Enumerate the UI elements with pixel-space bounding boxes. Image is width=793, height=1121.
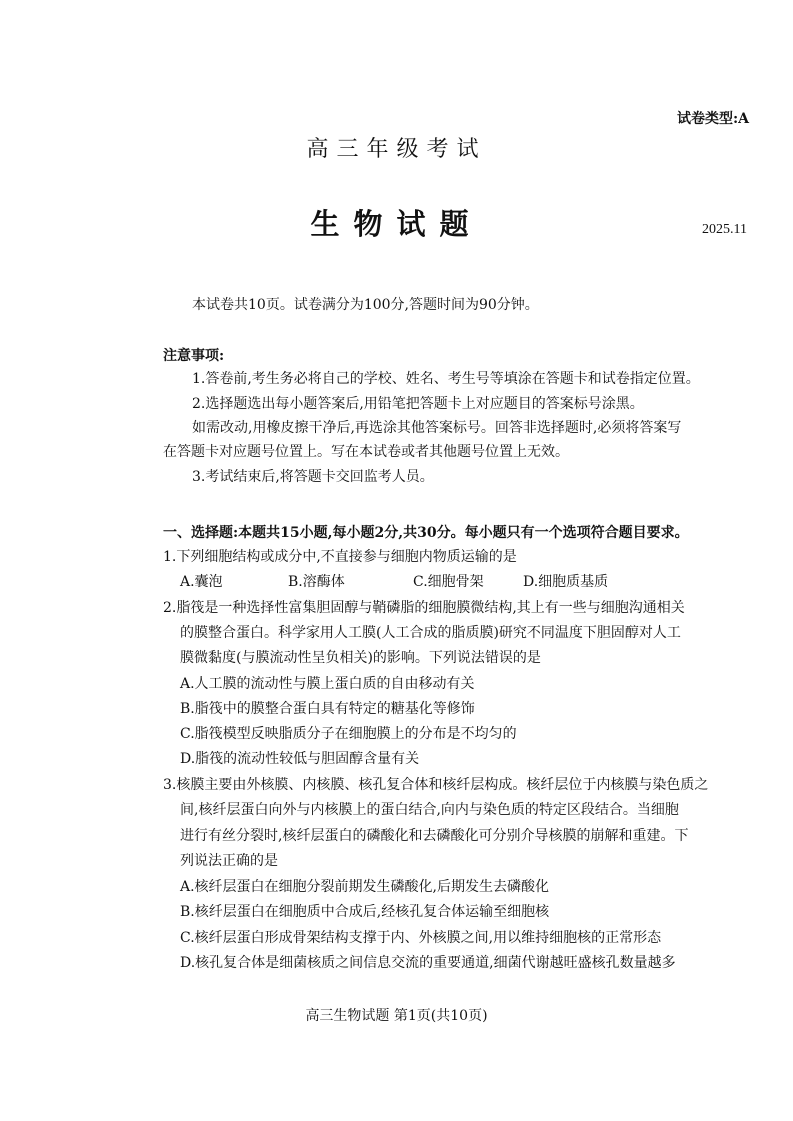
subject-title: 生物试题	[310, 207, 483, 241]
question-3-option-c: C.核纤层蛋白形成骨架结构支撑于内、外核膜之间,用以维持细胞核的正常形态	[180, 930, 662, 946]
question-3-stem: 列说法正确的是	[180, 853, 278, 869]
question-3-stem: 间,核纤层蛋白向外与内核膜上的蛋白结合,向内与染色质的特定区段结合。当细胞	[180, 802, 679, 818]
note-line: 在答题卡对应题号位置上。写在本试卷或者其他题号位置上无效。	[163, 444, 569, 460]
page-footer: 高三生物试题 第1页(共10页)	[305, 1008, 488, 1024]
question-1-option-b: B.溶酶体	[288, 574, 345, 590]
intro-text: 本试卷共10页。试卷满分为100分,答题时间为90分钟。	[192, 297, 539, 313]
question-3-option-b: B.核纤层蛋白在细胞质中合成后,经核孔复合体运输至细胞核	[180, 904, 550, 920]
question-3-stem: 3.核膜主要由外核膜、内核膜、核孔复合体和核纤层构成。核纤层位于内核膜与染色质之	[163, 777, 709, 793]
note-line: 2.选择题选出每小题答案后,用铅笔把答题卡上对应题目的答案标号涂黑。	[192, 396, 644, 412]
paper-type-label: 试卷类型:A	[676, 111, 749, 127]
notes-heading: 注意事项:	[163, 348, 225, 364]
question-1-option-d: D.细胞质基质	[523, 574, 609, 590]
section-heading: 一、选择题:本题共15小题,每小题2分,共30分。每小题只有一个选项符合题目要求。	[163, 525, 689, 541]
question-2-option-c: C.脂筏模型反映脂质分子在细胞膜上的分布是不均匀的	[180, 726, 517, 742]
exam-title: 高三年级考试	[306, 137, 487, 162]
note-line: 如需改动,用橡皮擦干净后,再选涂其他答案标号。回答非选择题时,必须将答案写	[192, 420, 682, 436]
note-line: 3.考试结束后,将答题卡交回监考人员。	[192, 469, 434, 485]
question-2-stem: 膜微黏度(与膜流动性呈负相关)的影响。下列说法错误的是	[180, 650, 541, 666]
note-line: 1.答卷前,考生务必将自己的学校、姓名、考生号等填涂在答题卡和试卷指定位置。	[192, 371, 700, 387]
question-2-option-d: D.脂筏的流动性较低与胆固醇含量有关	[180, 751, 420, 767]
question-1-option-a: A.囊泡	[180, 574, 223, 590]
question-2-stem: 的膜整合蛋白。科学家用人工膜(人工合成的脂质膜)研究不同温度下胆固醇对人工	[180, 625, 681, 641]
exam-date: 2025.11	[702, 222, 747, 237]
question-2-option-a: A.人工膜的流动性与膜上蛋白质的自由移动有关	[180, 676, 475, 692]
question-1-option-c: C.细胞骨架	[413, 574, 484, 590]
question-3-option-a: A.核纤层蛋白在细胞分裂前期发生磷酸化,后期发生去磷酸化	[180, 879, 550, 895]
question-2-option-b: B.脂筏中的膜整合蛋白具有特定的糖基化等修饰	[180, 701, 475, 717]
question-3-option-d: D.核孔复合体是细菌核质之间信息交流的重要通道,细菌代谢越旺盛核孔数量越多	[180, 955, 676, 971]
question-2-stem: 2.脂筏是一种选择性富集胆固醇与鞘磷脂的细胞膜微结构,其上有一些与细胞沟通相关	[163, 600, 685, 616]
question-3-stem: 进行有丝分裂时,核纤层蛋白的磷酸化和去磷酸化可分别介导核膜的崩解和重建。下	[180, 828, 689, 844]
question-1-stem: 1.下列细胞结构或成分中,不直接参与细胞内物质运输的是	[163, 549, 517, 565]
